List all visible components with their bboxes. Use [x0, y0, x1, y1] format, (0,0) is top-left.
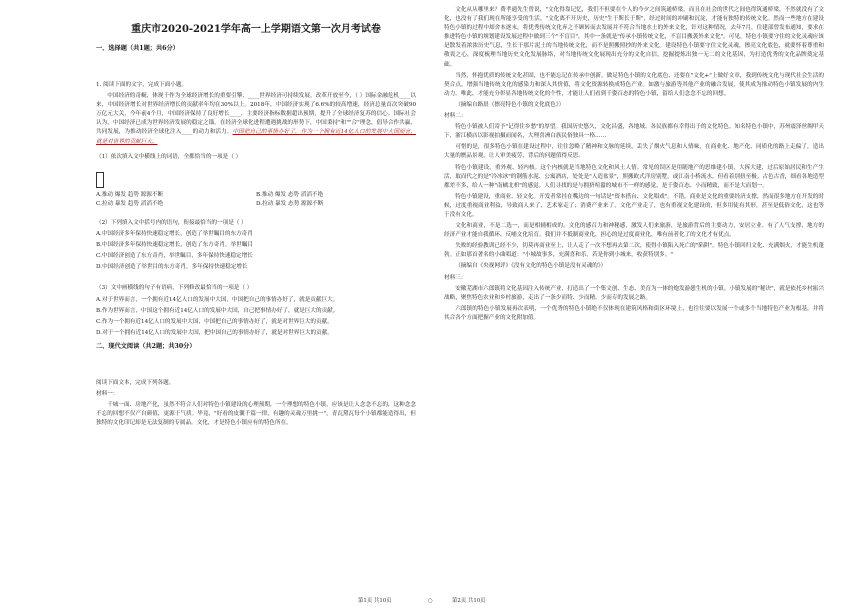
- source-note: （摘编自路晨《擦亮特色小镇的文化底色》）: [455, 101, 565, 108]
- option-c[interactable]: C.拉动 暴发 趋势 滔滔不绝: [96, 200, 164, 207]
- option-a[interactable]: A.推动 爆发 趋势 源源不断: [96, 191, 164, 198]
- paragraph: 安徽芜湖市六郎镇将文化基因注入传统产业，打造出了一个集文创、生态、美育为一体的炮发游憩生机的小镇。小镇发展的"秘诀"，就是依托乡村振兴战略，聚焦特色农业和乡村旅游，走出了一条少而特、少而精、少而专的发展之路。: [444, 285, 824, 301]
- material-1-label: 材料一：: [96, 390, 119, 397]
- question-1-prompt: 1. 阅读下面的文字，完成下面小题。: [96, 82, 188, 88]
- page-right: [430, 0, 860, 608]
- paragraph: 特色小镇被人们寄予"记得住乡愁"的厚望。我国历史悠久，文化昌盛，各地域、各民族都有幸得出于的文化特色。知名特色小镇中，苏州震泽丝绸甲天下，浙江横店以影视拍摄而闻名，大理喜洲白族民俗独具一格……: [444, 124, 824, 140]
- spacer: [96, 355, 416, 379]
- answer-box[interactable]: [96, 172, 104, 188]
- material-1-text: 千城一面、房地产化，虽然不符合人们对特色小镇建设的心理预期，一个理想的特色小镇，应该是让人念念不忘的，这种念念不忘的回想不仅产自颜值，更源于气质。毕竟，"好看的皮囊千篇一律，有趣的灵魂万里挑一"，青瓦黛瓦每个小镇都能造得出，但独特的文化印记却是无法复制的专属品。文化，才是特色小镇应有的特色所在。: [96, 402, 416, 427]
- option-c[interactable]: C.作为一个拥有近14亿人口的发展中大国，中国把自己的事情办好了，就是对世界巨大的贡献。: [96, 318, 333, 325]
- section-heading-reading: 二、现代文阅读（共2题；共30分）: [96, 342, 196, 350]
- paragraph: 可惜的是，很多特色小镇在建设过程中，往往忽略了精神和文脉的延续，丢失了烟火气息和人情味，在商业化、地产化、同质化的路上走偏了，造出大量的赝品景观，让人审美疲劳，背后的问题值得反思。: [444, 144, 824, 160]
- passage-underlined-sentence: 中国把自己的事情办好了，作为一个拥有近14亿人口的发展中大国而言，就是对世界的贡献巨大。: [96, 129, 416, 145]
- paragraph: 失败的经验教训已经不少，切莫再商业至上，让人走了一次不想再去第二次，使得小镇陷入死亡的"陷阱"。特色小镇回归文化、充满烟火，才能生机蓬勃。正如那首著名的小曲唱道："小城故事多，充满喜和乐，若是你到小城来，收获特别多。": [444, 243, 824, 259]
- paragraph: 六郎镇的特色小镇发展再次表明，一个优秀的特色小镇绝不仅体现在建筑风格和街区环境上，也往往要以发展一个或多个当地特色产业为根基，并将其合各个方面把握产业的文化附加值。: [444, 305, 824, 321]
- section-heading-choice: 一、选择题（共1题；共6分）: [96, 45, 179, 52]
- spacer: [96, 274, 416, 284]
- reading-intro: 阅读下面文本，完成下列各题。: [96, 379, 175, 386]
- paragraph: 特色小镇建设，重商业、轻文化。开发者常挂在嘴边的一句话是"资本搭台、文化唱戏"。不错，商业是文化的重要经济支撑，然而很多地方在开发的时候，过度重视商业利益，导致商人来了，艺术家走了；消费产业来了，文化产业走了，也有重视文化建设的，但多用徒有其形，甚至是低俗文化，这也等于没有文化。: [444, 193, 824, 218]
- material-2-label: 材料二：: [444, 113, 467, 120]
- option-d[interactable]: D.拉动 暴发 态势 源源不断: [256, 200, 324, 207]
- option-b[interactable]: B.中国经济多年保持快速稳定增长，创造了东方奇肖，举世瞩目: [96, 242, 253, 249]
- passage-main: 中国经济的奇崛，体现于作为全球经济增长的重要引擎，____世界经济可持续发展。改革开放至今，（ ）国际金融危机____以来，中国经济增长对世界经济增长的贡献率年均在30%以上。2018年，中国经济实现了6.6%的较高增速，经济总量首次突破90万亿元大关，今年前4个月，中国经济保持了良好增长____，主要经济指标数据超出预期，提升了全球经济复苏的信心。国际社会认为，中国经济已成为世界经济发展的稳定之锚。在经济全球化进程遭遇挑战的形势下，中国秉持"和""合"理念，倡导合作共赢、共同发展，为推动经济全球化注入____的动力和活力。: [96, 93, 416, 136]
- page-number-left: 第1页 共10页: [358, 598, 392, 604]
- option-b[interactable]: B.推动 爆发 态势 滔滔不绝: [256, 191, 324, 198]
- subquestion-2: （2）下列填入文中括号内的语句，衔接最恰当的一项是（ ）: [96, 219, 247, 226]
- option-d[interactable]: D.对于一个拥有近14亿人口的发展中大国，把中国自己的事情办好了，就是对世界巨大的贡献。: [96, 329, 333, 336]
- option-a[interactable]: A.中国经济多年保持快速稳定增长，创造了举世瞩目的东方奇肖: [96, 231, 253, 238]
- material-3-label: 材料三：: [444, 274, 467, 281]
- paragraph: 文化和商业，不是二选一，而是相辅相成的。文化的感召力和神秘感，激发人们来旅游，是旅游背后的主要动力，安居立业。有了人气支撑，地方的经济产业才能自我循环，反哺文化培育。我们并不抵制商业化，担心的是过度商业化，唯有前者化了的文化才有优点。: [444, 223, 824, 239]
- paragraph: 当然，怀抱优质的传统文化甚固，也不能忘记在传承中创新。做足特色小镇的文化底色，还要在"文化+"上做好文章，我到传统文化与现代社会生活的契合点，增强当地传统文化的感染力和深入其价值，将文化资源转换成特色产业。如激与旅游等其他产业的融合发展，使其成为推动特色小镇发展的内生动力。唯此，才能充分彰显各地传统文化的个性，才能让人们看到千姿百态的特色小镇，留给人们念念不忘的回想。: [444, 72, 824, 97]
- passage-text: [96, 92, 416, 147]
- spacer: [96, 209, 416, 219]
- spacer: [96, 57, 416, 81]
- option-a[interactable]: A.对于世界而言，一个拥有近14亿人口的发展中大国，中国把自己的事情办好了，就是贡献巨大。: [96, 296, 339, 303]
- option-b[interactable]: B.作为世界而言，中国这个拥有近14亿人口的发展中大国，自己把事情办好了，就是巨大的贡献。: [96, 307, 339, 314]
- options-q1-1: [96, 191, 416, 209]
- source-note: （摘编自《央视网评》《没有文化的特色小镇是没有灵魂的》）: [455, 263, 607, 270]
- circle-icon: ○: [428, 598, 433, 604]
- page-number-right: 第2页 共10页: [452, 598, 486, 604]
- paragraph: 特色小镇建设，重外观、轻内核。这个内核就是当地特色文化和风土人情。常见的误区是用随地产的思维建小镇，大拆大建，过后原始居民和生产生活，取而代之的是"冷冰冰"的钢筋水泥、公寓酒店，处处是"人造盆景"，照搬欧式洋房别墅，或江南小桥流水，但看着别扭至极。古色古香，细看各地造型都差不多，给人一种"南橘北枳"的感觉。人们寻找的是与拥挤喧嚣的城市不一样的感觉，是千姿百态、小而精致，而不是大而划一。: [444, 164, 824, 189]
- document-title: 重庆市2020-2021学年高一上学期语文第一次月考试卷: [131, 24, 381, 35]
- paragraph: 文化从从哪里来？费孝通先生曾说，"文化得靠记忆，我们不但要在个人的今夕之间筑通桥梁，而且在社会的世代之间也得筑通桥梁，不然就没有了文化，也没有了我们现在所能享受的生活。"文化离不开历史，历史"生于斯长于斯"，经过时间的冲刷和沉淀，才能有独特的传统文化。然而一些地方在建设特色小镇的过程中却舍本逐末，将优秀传统文化弃之不顾转而去发展并不符合当地水土的外来文化，针对这种情况，去年7月，住建部曾发布通知，要求在推进特色小镇的规划建设发展过程中做到三个"不盲目"，其中一条就是"传承小镇传统文化，不盲目搬袭外来文化"。可见，特色小镇要守住的文化灵魂应该是散发着浓浓历史气息，生长于那片泥土的当地传统文化，而不是照搬照抄的外来文化。建设特色小镇要守住文化灵魂，擦亮文化底色，就要怀着尊重和敬畏之心，深度梳理当地历史文化发展脉络，对当地传统文化展现出充分的文化自信，挖掘提炼出独一无二的文化基因，为打造优秀的文化品牌奠定基础。: [444, 7, 824, 68]
- subquestion-1: （1）依次填入文中横线上的词语，全都恰当的一项是（ ）: [96, 153, 242, 160]
- option-d[interactable]: D.中国经济创造了举世目的东方奇肖，多年保持快速稳定增长: [96, 264, 248, 271]
- subquestion-3: （3）文中画横线的句子有语病，下列修改最恰当的一项是（ ）: [96, 285, 253, 292]
- option-c[interactable]: C.中国经济创造了东方奇肖，举世瞩目，多年保持快速稳定增长: [96, 253, 253, 260]
